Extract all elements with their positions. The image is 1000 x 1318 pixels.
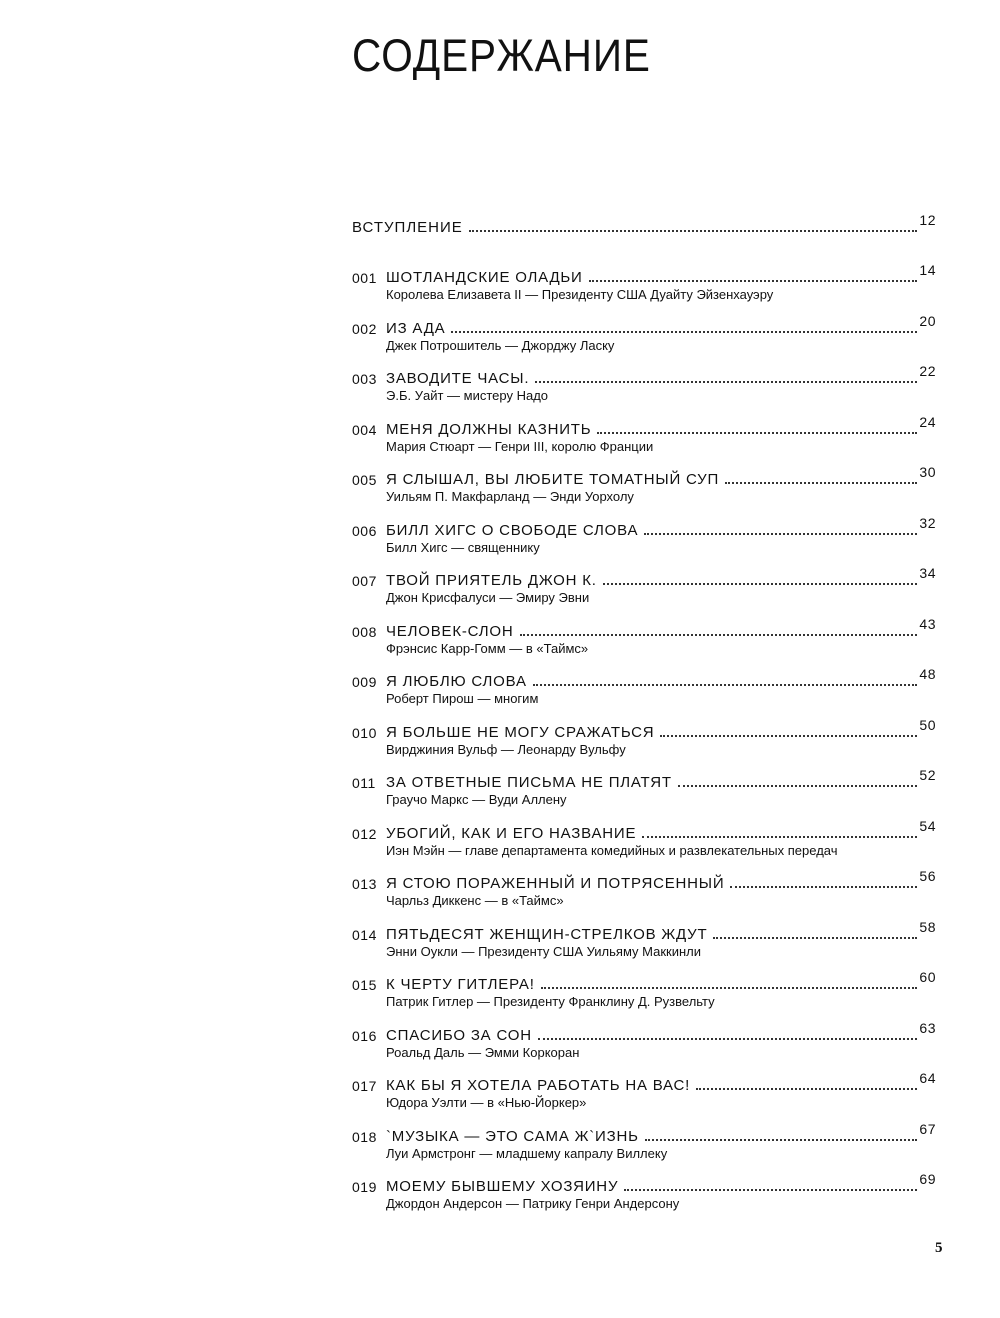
entry-number: 011: [352, 775, 376, 791]
toc-entry-heading-row: [352, 464, 936, 488]
toc-entry: [352, 515, 936, 566]
entry-number: 013: [352, 876, 377, 892]
dot-leader: [713, 937, 917, 939]
dot-leader: [535, 381, 917, 383]
toc-entry-heading-row: [352, 1171, 936, 1195]
entry-subtitle: Джек Потрошитель — Джорджу Ласку: [386, 337, 615, 353]
entry-page: 60: [919, 969, 936, 985]
entry-page: 50: [919, 716, 936, 733]
toc-entry: [352, 1121, 936, 1172]
entry-title: УБОГИЙ, КАК И ЕГО НАЗВАНИЕ: [386, 824, 637, 842]
dot-leader: [644, 533, 917, 535]
toc-list: [352, 262, 936, 1222]
dot-leader: [469, 230, 918, 232]
entry-number: 018: [352, 1128, 377, 1145]
entry-subtitle: Мария Стюарт — Генри III, королю Франции: [386, 438, 654, 454]
entry-subtitle: Граучо Маркс — Вуди Аллену: [386, 792, 567, 807]
toc-entry-heading-row: [352, 363, 936, 387]
toc-entry: [352, 717, 936, 768]
entry-title: СПАСИБО ЗА СОН: [386, 1026, 532, 1044]
entry-subtitle: Энни Оукли — Президенту США Уильяму Маккинли: [386, 943, 702, 959]
entry-title: Я БОЛЬШЕ НЕ МОГУ СРАЖАТЬСЯ: [386, 723, 655, 741]
dot-leader: [678, 785, 918, 787]
toc-entry-heading-row: [352, 1020, 936, 1044]
toc-entry: [352, 262, 936, 313]
entry-number: 019: [352, 1179, 377, 1195]
dot-leader: [533, 684, 918, 686]
entry-title: ЗАВОДИТЕ ЧАСЫ.: [386, 370, 530, 387]
toc-entry: [352, 666, 936, 717]
toc-entry-heading-row: [352, 1070, 936, 1094]
toc-entry-heading-row: [352, 515, 936, 539]
toc-entry-heading-row: [352, 969, 936, 993]
entry-title: ИЗ АДА: [386, 319, 446, 337]
entry-subtitle: Джордон Андерсон — Патрику Генри Андерсону: [386, 1196, 680, 1211]
toc-entry-heading-row: [352, 868, 936, 892]
entry-title: Я СЛЫШАЛ, ВЫ ЛЮБИТЕ ТОМАТНЫЙ СУП: [386, 471, 720, 488]
entry-title: ЗА ОТВЕТНЫЕ ПИСЬМА НЕ ПЛАТЯТ: [386, 774, 672, 791]
entry-number: 012: [352, 825, 377, 842]
entry-subtitle: Королева Елизавета II — Президенту США Дуайту Эйзенхауэру: [386, 287, 774, 302]
entry-number: 001: [352, 270, 377, 286]
toc-entry-heading-row: [352, 313, 936, 337]
dot-leader: [645, 1139, 918, 1141]
entry-title: ШОТЛАНДСКИЕ ОЛАДЬИ: [386, 269, 583, 286]
page-title: СОДЕРЖАНИЕ: [352, 30, 651, 81]
dot-leader: [725, 482, 917, 484]
dot-leader: [730, 886, 917, 888]
toc-intro-entry: [352, 212, 936, 236]
toc-entry: [352, 464, 936, 515]
entry-title: Я ЛЮБЛЮ СЛОВА: [386, 673, 527, 690]
entry-page: 56: [919, 868, 936, 884]
dot-leader: [589, 280, 918, 282]
entry-title: `МУЗЫКА — ЭТО САМА Ж`ИЗНЬ: [386, 1127, 639, 1145]
entry-subtitle: Иэн Мэйн — главе департамента комедийных и развлекательных передач: [386, 842, 838, 858]
toc-entry: [352, 1070, 936, 1121]
entry-number: 016: [352, 1027, 377, 1044]
entry-subtitle: Роберт Пирош — многим: [386, 691, 539, 706]
entry-page: 24: [919, 413, 936, 430]
entry-subtitle: Юдора Уэлти — в «Нью-Йоркер»: [386, 1095, 587, 1110]
toc-entry-heading-row: [352, 767, 936, 791]
entry-page: 14: [919, 262, 936, 278]
toc-entry: [352, 363, 936, 414]
toc-entry: [352, 969, 936, 1020]
entry-subtitle: Вирджиния Вульф — Леонарду Вульфу: [386, 741, 626, 757]
entry-number: 003: [352, 371, 377, 387]
dot-leader: [660, 735, 917, 737]
entry-number: 004: [352, 421, 377, 438]
entry-title: БИЛЛ ХИГС О СВОБОДЕ СЛОВА: [386, 521, 639, 539]
dot-leader: [541, 987, 918, 989]
entry-number: 007: [352, 573, 377, 589]
entry-number: 014: [352, 926, 377, 943]
entry-number: 005: [352, 472, 377, 488]
toc-entry-heading-row: [352, 717, 936, 741]
entry-number: 017: [352, 1078, 377, 1094]
toc-entry-heading-row: [352, 818, 936, 842]
toc-entry: [352, 1020, 936, 1071]
toc-entry-heading-row: [352, 262, 936, 286]
entry-page: 30: [919, 464, 936, 480]
toc-entry: [352, 818, 936, 869]
intro-page: 12: [919, 212, 936, 228]
toc-entry: [352, 565, 936, 616]
entry-page: 63: [919, 1019, 936, 1036]
toc-entry-heading-row: [352, 616, 936, 640]
entry-subtitle: Уильям П. Макфарланд — Энди Уорхолу: [386, 489, 634, 504]
page-number: 5: [935, 1240, 943, 1256]
entry-number: 015: [352, 977, 377, 993]
entry-title: ТВОЙ ПРИЯТЕЛЬ ДЖОН К.: [386, 572, 597, 589]
entry-title: МОЕМУ БЫВШЕМУ ХОЗЯИНУ: [386, 1178, 619, 1195]
entry-page: 67: [919, 1120, 936, 1137]
entry-page: 48: [919, 666, 936, 682]
toc-entry-heading-row: [352, 919, 936, 943]
dot-leader: [597, 432, 917, 434]
entry-page: 32: [919, 514, 936, 531]
entry-subtitle: Фрэнсис Карр-Гомм — в «Таймс»: [386, 640, 589, 656]
toc-entry: [352, 313, 936, 364]
entry-title: ПЯТЬДЕСЯТ ЖЕНЩИН-СТРЕЛКОВ ЖДУТ: [386, 925, 708, 943]
entry-page: 34: [919, 565, 936, 581]
toc-entry: [352, 868, 936, 919]
toc-entry: [352, 919, 936, 970]
entry-page: 22: [919, 363, 936, 379]
dot-leader: [642, 836, 917, 838]
entry-number: 010: [352, 724, 377, 741]
toc-entry: [352, 1171, 936, 1222]
dot-leader: [520, 634, 918, 636]
intro-title: ВСТУПЛЕНИЕ: [352, 219, 463, 236]
entry-number: 008: [352, 623, 377, 640]
entry-page: 69: [919, 1171, 936, 1187]
entry-page: 52: [919, 767, 936, 783]
entry-page: 43: [919, 615, 936, 632]
entry-subtitle: Э.Б. Уайт — мистеру Надо: [386, 388, 549, 403]
entry-title: МЕНЯ ДОЛЖНЫ КАЗНИТЬ: [386, 420, 592, 438]
entry-subtitle: Билл Хигс — священнику: [386, 539, 540, 555]
entry-title: КАК БЫ Я ХОТЕЛА РАБОТАТЬ НА ВАС!: [386, 1077, 691, 1094]
entry-number: 002: [352, 320, 377, 337]
entry-title: К ЧЕРТУ ГИТЛЕРА!: [386, 976, 535, 993]
dot-leader: [538, 1038, 918, 1040]
entry-page: 64: [919, 1070, 936, 1086]
entry-page: 20: [919, 312, 936, 329]
dot-leader: [451, 331, 917, 333]
entry-subtitle: Роальд Даль — Эмми Коркоран: [386, 1044, 580, 1060]
entry-number: 006: [352, 522, 377, 539]
toc-entry-heading-row: [352, 565, 936, 589]
entry-subtitle: Джон Крисфалуси — Эмиру Эвни: [386, 590, 590, 605]
dot-leader: [624, 1189, 917, 1191]
entry-number: 009: [352, 674, 377, 690]
toc-entry-heading-row: [352, 1121, 936, 1145]
entry-subtitle: Патрик Гитлер — Президенту Франклину Д. Рузвельту: [386, 994, 715, 1009]
entry-subtitle: Луи Армстронг — младшему капралу Виллеку: [386, 1145, 668, 1161]
entry-title: Я СТОЮ ПОРАЖЕННЫЙ И ПОТРЯСЕННЫЙ: [386, 875, 725, 892]
toc-entry: [352, 616, 936, 667]
entry-subtitle: Чарльз Диккенс — в «Таймс»: [386, 893, 564, 908]
toc-entry: [352, 767, 936, 818]
dot-leader: [603, 583, 918, 585]
entry-page: 58: [919, 918, 936, 935]
toc-entry-heading-row: [352, 414, 936, 438]
entry-page: 54: [919, 817, 936, 834]
toc-entry-heading-row: [352, 666, 936, 690]
dot-leader: [696, 1088, 917, 1090]
toc-entry: [352, 414, 936, 465]
entry-title: ЧЕЛОВЕК-СЛОН: [386, 622, 514, 640]
